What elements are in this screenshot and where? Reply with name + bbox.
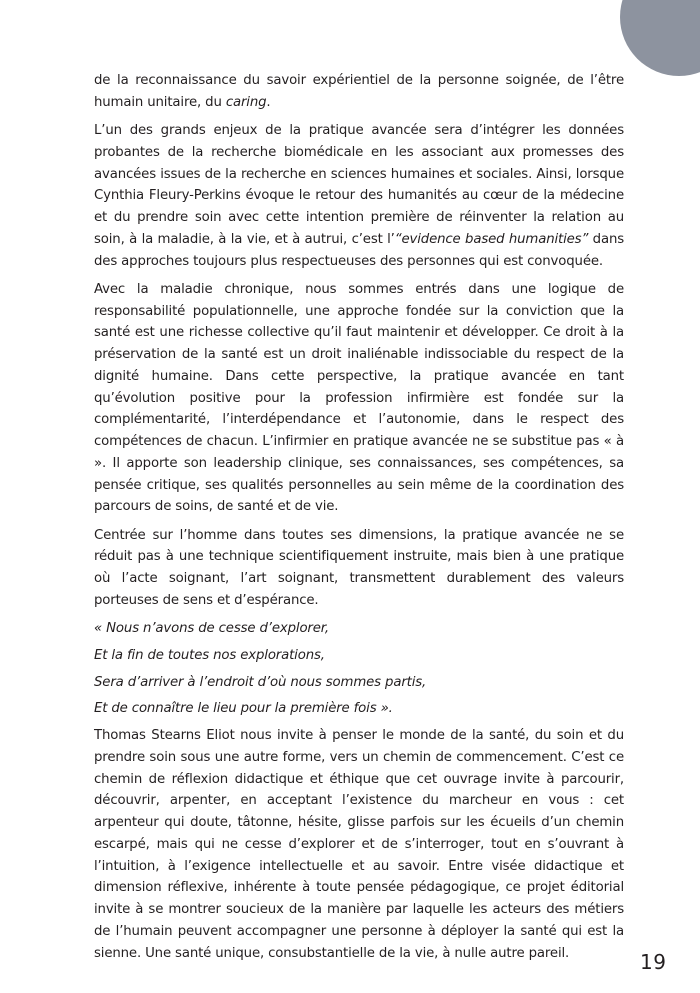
paragraph-2-end: dans des approches toujours plus respectueuses des personnes qui est convoquée. — [94, 231, 624, 269]
page-number: 19 — [640, 950, 667, 974]
corner-decoration — [620, 0, 700, 76]
paragraph-4: Centrée sur l’homme dans toutes ses dimensions, la pratique avancée ne se réduit pas à une technique scientifiquement instruite, mais bien à une pratique où l’acte soignant, l’art soignant, transmettent durablement des valeurs porteuses de sens et d’espérance. — [94, 527, 624, 608]
paragraph-1-italic: caring — [225, 94, 267, 110]
paragraph-1-text: de la reconnaissance du savoir expérientiel de la personne soignée, de l’être humain unitaire, du — [94, 73, 624, 110]
quote-line: Et de connaître le lieu pour la première fois ». — [94, 701, 393, 717]
paragraph-1-end: . — [266, 94, 271, 110]
paragraph-2-text: L’un des grands enjeux de la pratique avancée sera d’intégrer les données probantes de la recherche biomédicale en les associant aux promesses des avancées issues de la recherche en sciences humaines et sociales. Ainsi, lorsque Cynthia Fleury-Perkins évoque le retour des humanités au cœur de la médecine et du prendre soin avec cette intention première de réinventer la relation au soin, à la maladie, à la vie, et à autrui, c’est l’ — [94, 123, 624, 247]
paragraph-3: Avec la maladie chronique, nous sommes entrés dans une logique de responsabilité populationnelle, une approche fondée sur la conviction que la santé est une richesse collective qu’il faut maintenir et développer. Ce droit à la préservation de la santé est un droit inaliénable indissociable du respect de la dignité humaine. Dans cette perspective, la pratique avancée en tant qu’évolution positive pour la profession infirmière est fondée sur la complémentarité, l’interdépendance et l’autonomie, dans le respect des compétences de chacun. L’infirmier en pratique avancée ne se substitue pas « à ». Il apporte son leadership clinique, ses connaissances, ses compétences, sa pensée critique, ses qualités personnelles au sein même de la coordination des parcours de soins, de santé et de vie. — [94, 281, 624, 515]
quote-line: Sera d’arriver à l’endroit d’où nous sommes partis, — [94, 674, 427, 690]
body-text — [94, 70, 624, 971]
quote-line: « Nous n’avons de cesse d’explorer, — [94, 621, 329, 636]
paragraph-2 — [94, 120, 624, 272]
paragraph-1 — [94, 70, 624, 114]
paragraph-5: Thomas Stearns Eliot nous invite à penser le monde de la santé, du soin et du prendre soin sous une autre forme, vers un chemin de commencement. C’est ce chemin de réflexion didactique et éthique que cet ouvrage invite à parcourir, découvrir, arpenter, en acceptant l’existence du marcheur en vous : cet arpenteur qui doute, tâtonne, hésite, glisse parfois sur les écueils d’un chemin escarpé, mais qui ne cesse d’explorer et de s’interroger, tout en s’ouvrant à l’intuition, à l’exigence intellectuelle et au savoir. Entre visée didactique et dimension réflexive, inhérente à toute pensée pédagogique, ce projet éditorial invite à se montrer soucieux de la manière par laquelle les acteurs des métiers de l’humain peuvent accompagner une personne à déployer la santé qui est la sienne. Une santé unique, consubstantielle de la vie, à nulle autre pareil. — [94, 728, 624, 961]
paragraph-2-italic: “evidence based humanities” — [394, 231, 589, 247]
quote-line: Et la fin de toutes nos explorations, — [94, 647, 325, 663]
